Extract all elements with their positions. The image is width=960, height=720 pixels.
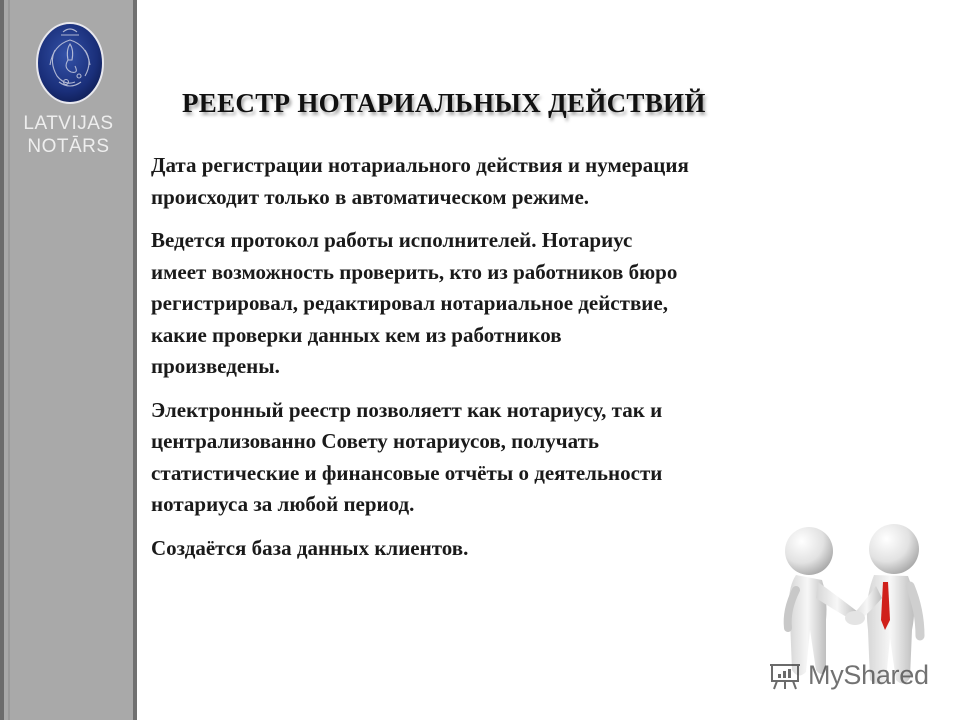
presentation-board-icon [768,661,802,691]
text-line: Создаётся база данных клиентов. [151,535,469,560]
text-line: статистические и финансовые отчёты о деятельности [151,460,663,485]
text-line: произведены. [151,354,280,378]
paragraph-registration [151,150,841,213]
text-line: какие проверки данных кем из работников [151,322,562,347]
paragraph-client-database [151,533,841,565]
text-line: имеет возможность проверить, кто из работников бюро [151,259,678,284]
logo-text-notars: NOTĀRS [27,136,110,157]
text-line: Ведется протокол работы исполнителей. Нотариус [151,228,633,252]
sidebar [0,0,137,720]
text-line: регистрировал, редактировал нотариальное действие, [151,291,668,315]
notary-emblem-icon [35,20,105,105]
text-line: Дата регистрации нотариального действия и нумерация [151,153,689,177]
text-line: Электронный реестр позволяетт как нотариусу, так и [151,397,663,422]
sidebar-divider [8,0,10,720]
paragraph-protocol [151,225,841,383]
text-line: происходит только в автоматическом режиме. [151,184,590,209]
watermark [768,660,929,691]
logo-text-latvijas: LATVIJAS [23,113,114,134]
text-line: централизованно Совету нотариусов, получать [151,429,600,453]
slide-body [151,150,841,576]
watermark-text: MyShared [808,660,929,690]
paragraph-electronic-registry [151,395,841,521]
text-line: нотариуса за любой период. [151,492,415,516]
slide-title: РЕЕСТР НОТАРИАЛЬНЫХ ДЕЙСТВИЙ [182,88,706,118]
